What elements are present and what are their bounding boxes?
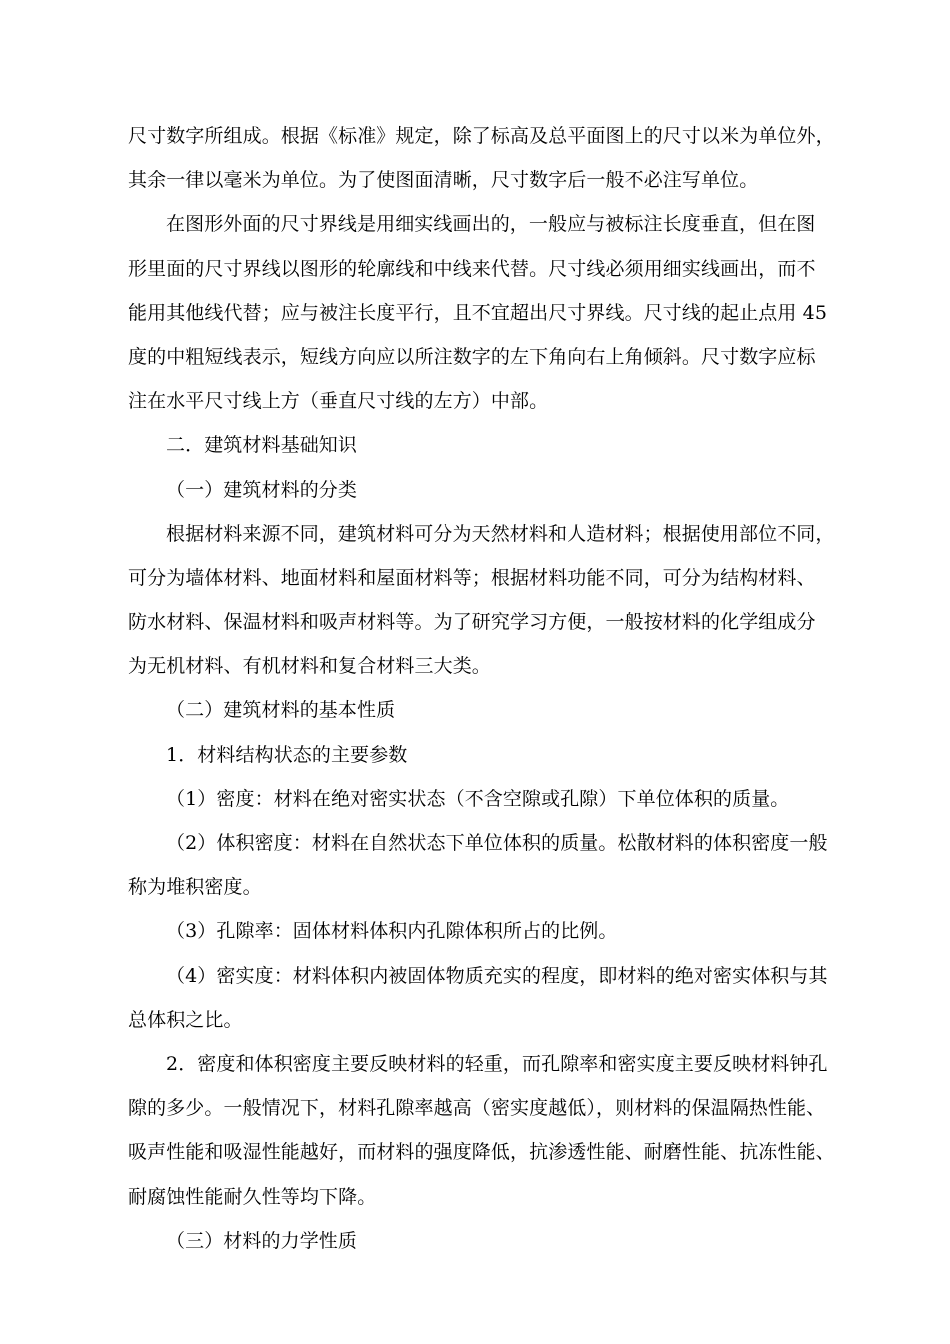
section-heading: 二．建筑材料基础知识 xyxy=(166,434,358,457)
numbered-heading: 1．材料结构状态的主要参数 xyxy=(166,743,408,766)
paragraph-line: 根据材料来源不同，建筑材料可分为天然材料和人造材料；根据使用部位不同， xyxy=(166,522,835,545)
paragraph-line: 耐腐蚀性能耐久性等均下降。 xyxy=(128,1185,377,1208)
paragraph-line: 总体积之比。 xyxy=(128,1008,243,1031)
paragraph-line: 在图形外面的尺寸界线是用细实线画出的，一般应与被标注长度垂直，但在图 xyxy=(166,213,816,236)
paragraph-line: 2．密度和体积密度主要反映材料的轻重，而孔隙率和密实度主要反映材料钟孔 xyxy=(166,1052,828,1075)
paragraph-line: 注在水平尺寸线上方（垂直尺寸线的左方）中部。 xyxy=(128,390,549,413)
paragraph-line: 隙的多少。一般情况下，材料孔隙率越高（密实度越低），则材料的保温隔热性能、 xyxy=(128,1097,826,1120)
list-item: （2）体积密度：材料在自然状态下单位体积的质量。松散材料的体积密度一般 xyxy=(166,832,828,854)
paragraph-line: 吸声性能和吸湿性能越好，而材料的强度降低，抗渗透性能、耐磨性能、抗冻性能、 xyxy=(128,1141,835,1164)
paragraph-line: 其余一律以毫米为单位。为了使图面清晰，尺寸数字后一般不必注写单位。 xyxy=(128,169,759,192)
subsection-heading: （二）建筑材料的基本性质 xyxy=(166,699,396,722)
list-item: （4）密实度：材料体积内被固体物质充实的程度，即材料的绝对密实体积与其 xyxy=(166,964,828,987)
document-body xyxy=(128,114,844,1263)
subsection-heading: （一）建筑材料的分类 xyxy=(166,478,358,501)
paragraph-line: 可分为墙体材料、地面材料和屋面材料等；根据材料功能不同，可分为结构材料、 xyxy=(128,566,816,589)
paragraph-line: 称为堆积密度。 xyxy=(128,876,262,899)
subsection-heading: （三）材料的力学性质 xyxy=(166,1229,358,1252)
paragraph-line: 形里面的尺寸界线以图形的轮廓线和中线来代替。尺寸线必须用细实线画出，而不 xyxy=(128,257,816,280)
paragraph-line: 为无机材料、有机材料和复合材料三大类。 xyxy=(128,655,491,678)
list-item: （1）密度：材料在绝对密实状态（不含空隙或孔隙）下单位体积的质量。 xyxy=(166,787,790,810)
paragraph-line: 尺寸数字所组成。根据《标准》规定，除了标高及总平面图上的尺寸以米为单位外， xyxy=(128,125,835,147)
list-item: （3）孔隙率：固体材料体积内孔隙体积所占的比例。 xyxy=(166,920,618,943)
paragraph-line: 能用其他线代替；应与被注长度平行，且不宜超出尺寸界线。尺寸线的起止点用 45 xyxy=(128,301,828,324)
paragraph-line: 防水材料、保温材料和吸声材料等。为了研究学习方便，一般按材料的化学组成分 xyxy=(128,611,816,634)
paragraph-line: 度的中粗短线表示，短线方向应以所注数字的左下角向右上角倾斜。尺寸数字应标 xyxy=(128,345,816,368)
